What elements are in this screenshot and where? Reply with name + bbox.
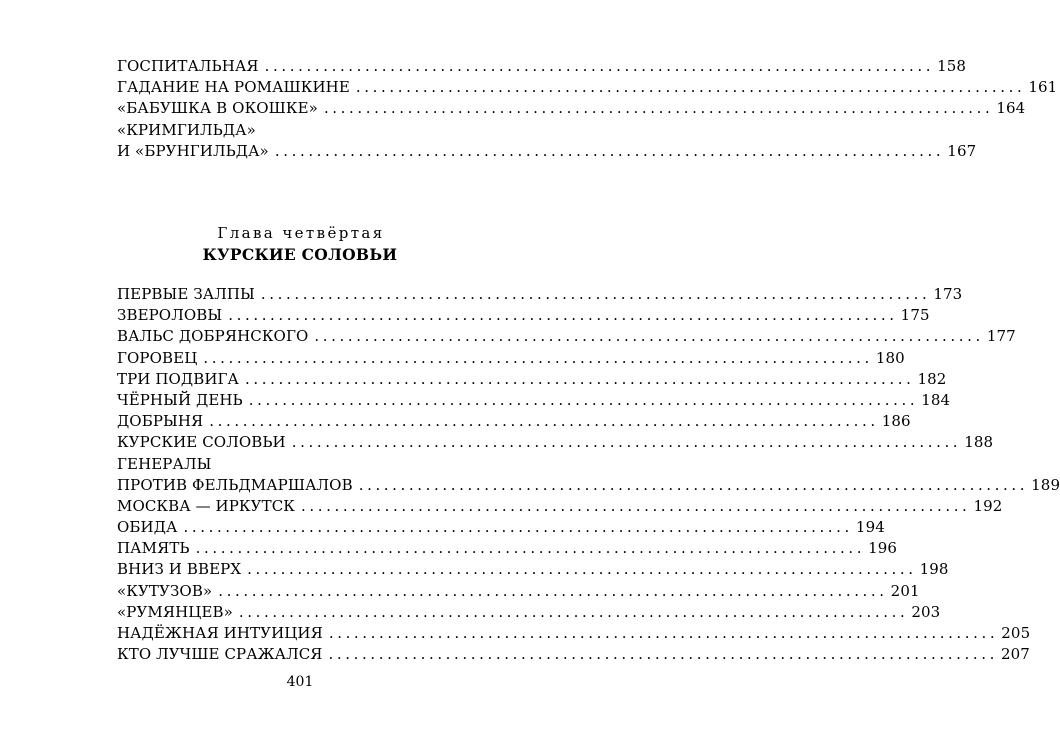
toc-leader-dots: ................................................................................ [314, 327, 984, 346]
toc-entry-title: ТРИ ПОДВИГА [117, 369, 240, 388]
toc-entry [117, 581, 920, 602]
toc-entry-page: 173 [933, 285, 963, 303]
toc-entry [117, 517, 885, 538]
toc-entry-page: 175 [900, 306, 930, 325]
toc-entry-title: «БАБУШКА В ОКОШКЕ» [117, 99, 318, 118]
chapter-title: КУРСКИЕ СОЛОВЬИ [202, 245, 398, 264]
toc-leader-dots: ................................................................................ [209, 412, 879, 431]
toc-leader-dots: ................................................................................ [358, 475, 1029, 494]
toc-entry [117, 644, 1030, 665]
toc-entry-page: 184 [921, 390, 951, 409]
toc-leader-dots: ................................................................................ [328, 624, 999, 642]
toc-entry [117, 369, 947, 390]
toc-entry-page: 164 [996, 99, 1026, 118]
toc-list-main [117, 284, 1060, 665]
toc-entry-title: ОБИДА [117, 518, 178, 537]
toc-leader-dots: ................................................................................ [203, 348, 873, 367]
toc-entry-title: ВНИЗ И ВВЕРХ [117, 560, 242, 579]
toc-entry [117, 326, 1016, 347]
toc-entry [117, 623, 1031, 644]
toc-leader-dots: ................................................................................ [195, 539, 866, 558]
toc-entry [117, 98, 1026, 119]
toc-entry-title: НАДЁЖНАЯ ИНТУИЦИЯ [117, 624, 323, 642]
toc-entry [117, 305, 930, 326]
toc-leader-dots: ................................................................................ [260, 285, 931, 303]
toc-entry-title: И «БРУНГИЛЬДА» [117, 141, 269, 160]
toc-entry [117, 538, 898, 559]
toc-entry [117, 475, 1060, 496]
toc-entry-title: ЧЁРНЫЙ ДЕНЬ [117, 390, 243, 409]
toc-leader-dots: ................................................................................ [300, 496, 971, 515]
toc-entry-title: ПЕРВЫЕ ЗАЛПЫ [117, 285, 255, 303]
toc-entry [117, 454, 485, 475]
toc-entry-page: 205 [1001, 624, 1031, 642]
toc-entry-title: ЗВЕРОЛОВЫ [117, 306, 223, 325]
toc-entry [117, 559, 949, 580]
toc-entry-page: 167 [947, 141, 977, 160]
toc-leader-dots: ................................................................................ [264, 57, 935, 75]
toc-leader-dots: ................................................................................ [291, 433, 962, 452]
toc-entry [117, 602, 941, 623]
toc-entry-page: 203 [911, 602, 941, 621]
toc-leader-dots: ................................................................................ [183, 518, 853, 537]
toc-entry [117, 496, 1003, 517]
toc-entry [117, 432, 994, 453]
toc-leader-dots: ................................................................................ [218, 581, 888, 600]
toc-entry-page: 194 [855, 518, 885, 537]
toc-entry-page: 189 [1031, 475, 1060, 494]
page-number: 401 [286, 674, 314, 690]
toc-entry-page: 201 [890, 581, 920, 600]
toc-leader-dots: ................................................................................ [248, 390, 919, 409]
toc-leader-dots: ................................................................................ [238, 602, 909, 621]
toc-entry-title: ВАЛЬС ДОБРЯНСКОГО [117, 327, 309, 346]
chapter-heading [0, 222, 600, 266]
toc-list-top [117, 56, 1058, 162]
toc-leader-dots: ................................................................................ [245, 369, 915, 388]
toc-entry-title: КУРСКИЕ СОЛОВЬИ [117, 433, 286, 452]
toc-entry-page: 207 [1000, 645, 1030, 664]
toc-leader-dots: ................................................................................ [323, 99, 994, 118]
toc-entry-page: 188 [964, 433, 994, 452]
toc-entry-page: 177 [986, 327, 1016, 346]
toc-entry-page: 180 [875, 348, 905, 367]
toc-entry-page: 192 [973, 496, 1003, 515]
toc-entry-title: ДОБРЫНЯ [117, 412, 204, 431]
toc-entry [117, 77, 1058, 98]
toc-entry-title: «КРИМГИЛЬДА» [117, 120, 256, 139]
toc-entry [117, 120, 485, 141]
toc-leader-dots: ................................................................................ [274, 141, 945, 160]
toc-leader-dots: ................................................................................ [247, 560, 917, 579]
toc-leader-dots: ................................................................................ [228, 306, 898, 325]
toc-leader-dots: ................................................................................ [328, 645, 998, 664]
toc-entry-title: ГАДАНИЕ НА РОМАШКИНЕ [117, 78, 350, 97]
toc-leader-dots: ................................................................................ [355, 78, 1026, 97]
toc-entry-title: «РУМЯНЦЕВ» [117, 602, 233, 621]
toc-entry [117, 390, 951, 411]
toc-entry [117, 141, 977, 162]
toc-entry [117, 411, 911, 432]
toc-entry-title: ПРОТИВ ФЕЛЬДМАРШАЛОВ [117, 475, 353, 494]
chapter-label: Глава четвёртая [217, 224, 385, 242]
toc-entry-page: 158 [937, 57, 967, 75]
toc-entry [117, 56, 967, 77]
toc-entry [117, 348, 905, 369]
toc-entry-page: 186 [881, 412, 911, 431]
toc-entry-title: ПАМЯТЬ [117, 539, 190, 558]
toc-entry-title: МОСКВА — ИРКУТСК [117, 496, 295, 515]
toc-entry-title: ГОСПИТАЛЬНАЯ [117, 57, 259, 75]
toc-entry-title: КТО ЛУЧШЕ СРАЖАЛСЯ [117, 645, 323, 664]
toc-entry-title: «КУТУЗОВ» [117, 581, 213, 600]
toc-entry-page: 161 [1028, 78, 1058, 97]
toc-entry-page: 198 [919, 560, 949, 579]
toc-entry-page: 196 [868, 539, 898, 558]
toc-entry-title: ГОРОВЕЦ [117, 348, 198, 367]
toc-entry [117, 284, 963, 305]
toc-entry-page: 182 [917, 369, 947, 388]
toc-entry-title: ГЕНЕРАЛЫ [117, 454, 212, 473]
